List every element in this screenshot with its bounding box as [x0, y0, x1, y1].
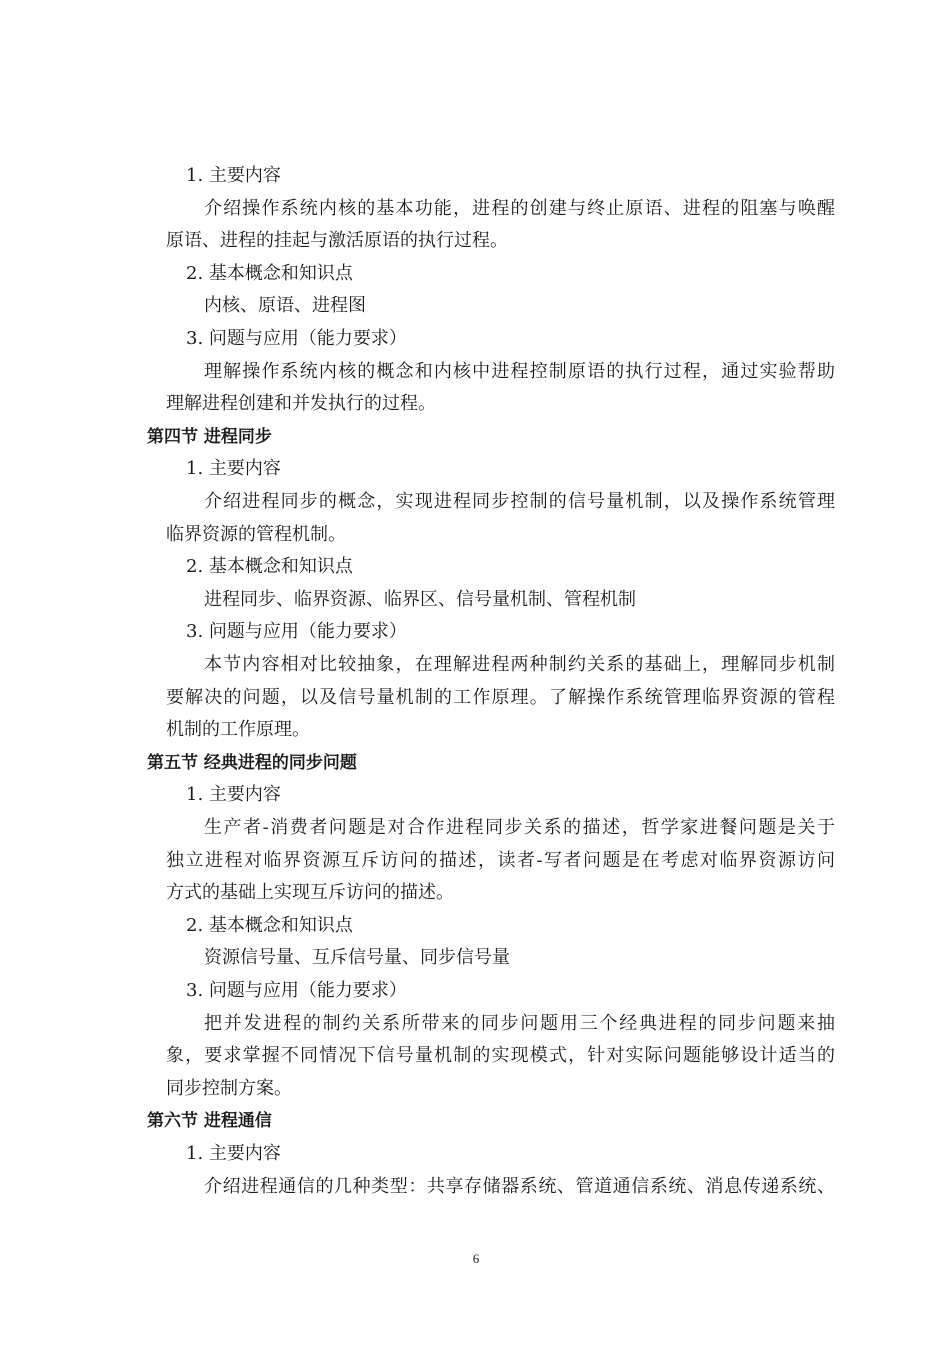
paragraph-line: 介绍进程同步的概念，实现进程同步控制的信号量机制，以及操作系统管理 [204, 491, 835, 512]
paragraph-continuation: 原语、进程的挂起与激活原语的执行过程。 [166, 230, 508, 252]
paragraph-continuation: 方式的基础上实现互斥访问的描述。 [166, 882, 454, 904]
paragraph-continuation: 独立进程对临界资源互斥访问的描述，读者-写者问题是在考虑对临界资源访问 [166, 849, 835, 871]
paragraph-line: 本节内容相对比较抽象，在理解进程两种制约关系的基础上，理解同步机制 [204, 654, 835, 675]
paragraph-continuation: 同步控制方案。 [166, 1077, 292, 1099]
numbered-item: 1. 主要内容 [186, 1143, 281, 1164]
section-heading: 第四节 进程同步 [147, 426, 272, 447]
section-heading: 第五节 经典进程的同步问题 [147, 752, 357, 773]
paragraph-continuation: 临界资源的管程机制。 [166, 523, 346, 545]
paragraph-line: 内核、原语、进程图 [204, 295, 366, 317]
paragraph-line: 理解操作系统内核的概念和内核中进程控制原语的执行过程，通过实验帮助 [204, 360, 835, 382]
paragraph-line: 资源信号量、互斥信号量、同步信号量 [204, 947, 510, 969]
numbered-item: 3. 问题与应用（能力要求） [186, 621, 407, 643]
paragraph-continuation: 理解进程创建和并发执行的过程。 [166, 393, 436, 415]
numbered-item: 3. 问题与应用（能力要求） [186, 328, 407, 349]
paragraph-continuation: 象，要求掌握不同情况下信号量机制的实现模式，针对实际问题能够设计适当的 [166, 1045, 835, 1067]
numbered-item: 3. 问题与应用（能力要求） [186, 980, 407, 1001]
numbered-item: 2. 基本概念和知识点 [186, 556, 353, 578]
section-heading: 第六节 进程通信 [147, 1111, 272, 1132]
numbered-item: 1. 主要内容 [186, 458, 281, 480]
paragraph-line: 介绍操作系统内核的基本功能，进程的创建与终止原语、进程的阻塞与唤醒 [204, 197, 835, 219]
page-number: 6 [472, 1251, 480, 1266]
numbered-item: 2. 基本概念和知识点 [186, 914, 353, 936]
numbered-item: 1. 主要内容 [186, 784, 281, 806]
paragraph-continuation: 要解决的问题，以及信号量机制的工作原理。了解操作系统管理临界资源的管程 [166, 686, 835, 708]
paragraph-continuation: 机制的工作原理。 [166, 719, 310, 741]
paragraph-line: 介绍进程通信的几种类型：共享存储器系统、管道通信系统、消息传递系统、 [204, 1175, 835, 1197]
paragraph-line: 进程同步、临界资源、临界区、信号量机制、管程机制 [204, 588, 636, 610]
numbered-item: 1. 主要内容 [186, 165, 281, 186]
paragraph-line: 把并发进程的制约关系所带来的同步问题用三个经典进程的同步问题来抽 [204, 1012, 835, 1034]
paragraph-line: 生产者-消费者问题是对合作进程同步关系的描述，哲学家进餐问题是关于 [204, 817, 835, 838]
numbered-item: 2. 基本概念和知识点 [186, 262, 353, 284]
